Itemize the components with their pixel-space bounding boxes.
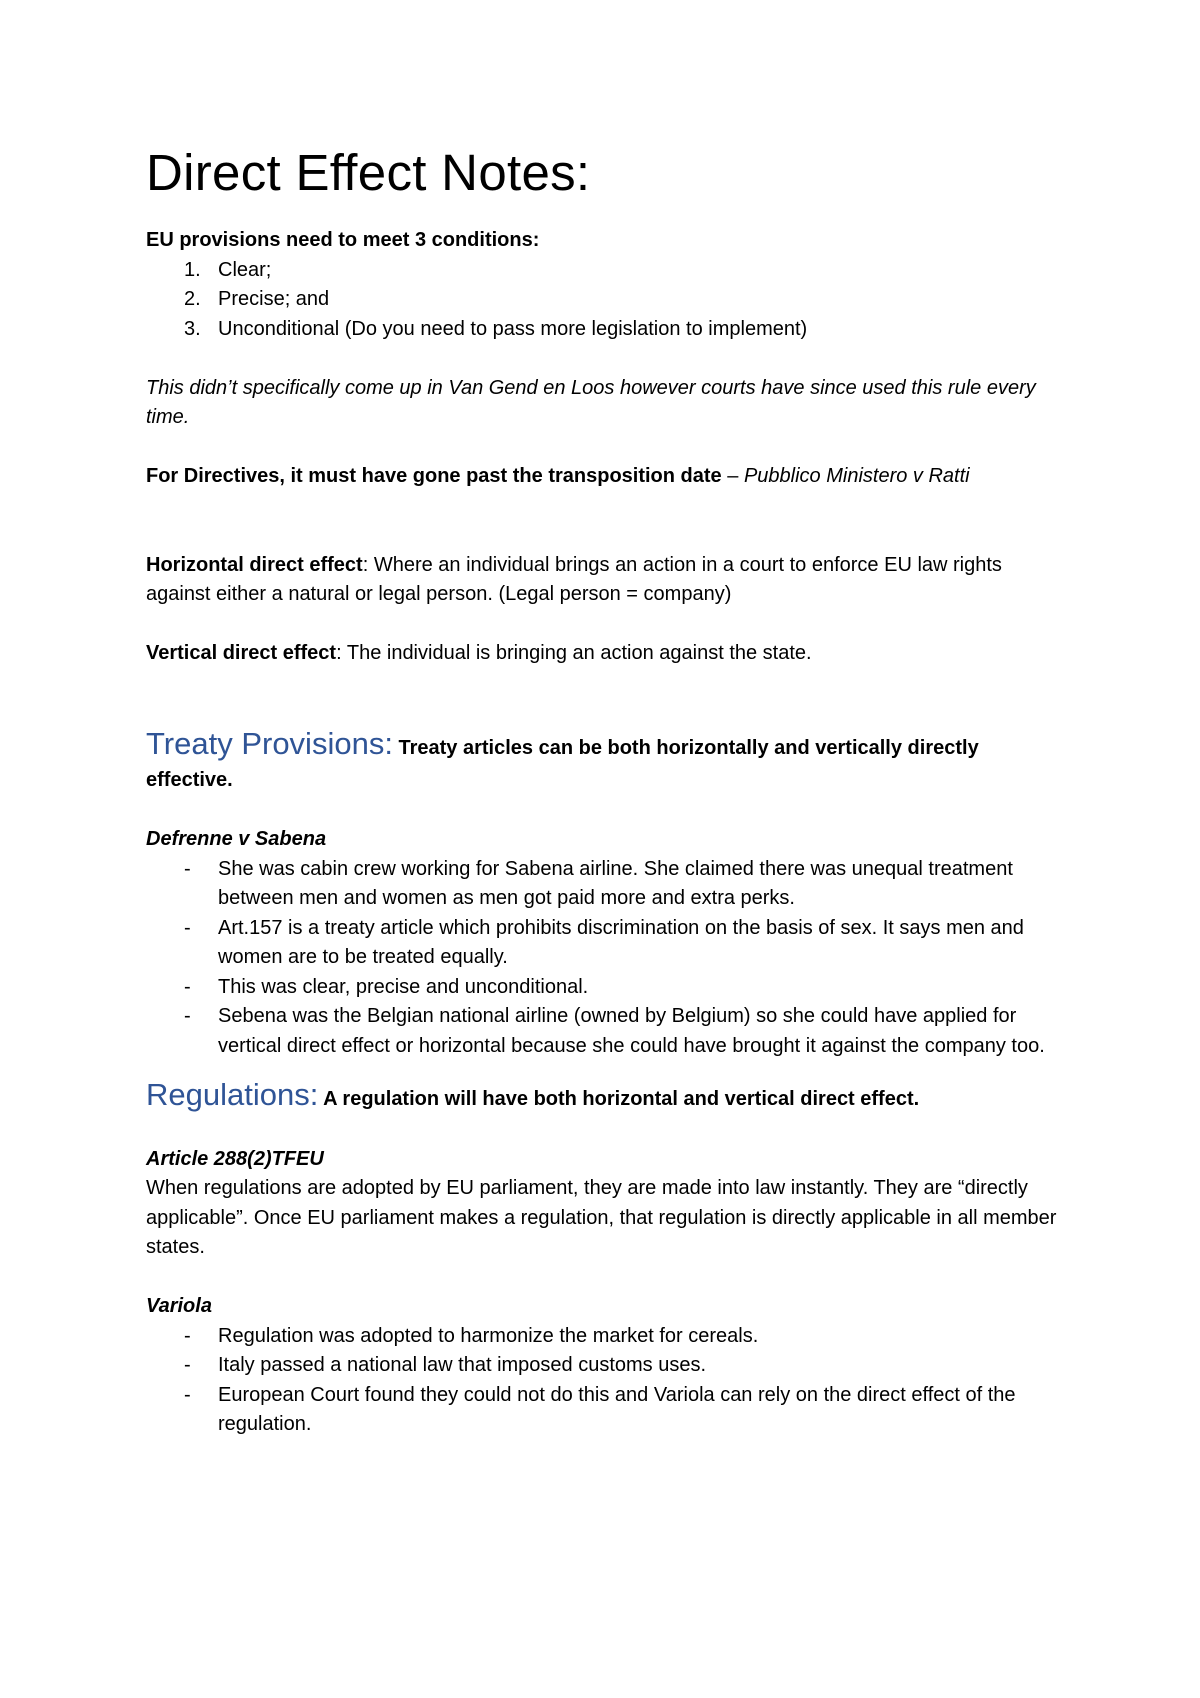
article-text: When regulations are adopted by EU parliament, they are made into law instantly. They are “directly applicable”. Once EU parliament makes a regulation, that regulation is directly applicable in all member states. <box>146 1177 1057 1258</box>
horizontal-term: Horizontal direct effect <box>146 553 363 576</box>
list-item <box>146 256 1066 286</box>
regulations-heading: Regulations: <box>146 1077 319 1112</box>
dash-bullet: - <box>184 975 191 998</box>
spacer <box>146 610 1066 640</box>
list-item <box>146 315 1066 345</box>
list-number: 2. <box>184 288 201 310</box>
page-title: Direct Effect Notes: <box>146 144 591 201</box>
conditions-list <box>146 256 1066 345</box>
spacer <box>146 1115 1066 1145</box>
dash-bullet: - <box>184 1354 191 1376</box>
horizontal-definition <box>146 551 1066 610</box>
vertical-term: Vertical direct effect <box>146 642 337 664</box>
spacer <box>146 433 1066 463</box>
vertical-colon: : <box>336 642 342 664</box>
list-item-text: Sebena was the Belgian national airline (owned by Belgium) so she could have applied for vertical direct effect or horizontal because she could have brought it against the company too. <box>218 1005 1045 1057</box>
list-item <box>146 973 1066 1003</box>
horizontal-colon: : <box>362 553 369 576</box>
list-item <box>146 1002 1066 1061</box>
list-number: 1. <box>184 258 201 281</box>
directives-rule: For Directives, it must have gone past the transposition date <box>146 465 722 487</box>
directives-paragraph <box>146 462 1066 492</box>
list-item <box>146 1351 1066 1381</box>
spacer <box>146 344 1066 374</box>
spacer <box>146 669 1066 728</box>
horizontal-text: Where an individual brings an action in a court to enforce EU law rights against either a natural or legal person. (Legal person = company) <box>146 553 1002 605</box>
dash-bullet: - <box>184 1324 191 1347</box>
list-item-text: She was cabin crew working for Sabena airline. She claimed there was unequal treatment between men and women as men got paid more and extra perks. <box>218 857 1013 909</box>
list-item <box>146 855 1066 914</box>
list-item <box>146 285 1066 315</box>
variola-bullets <box>146 1322 1066 1440</box>
list-item-text: Clear; <box>218 258 272 281</box>
dash-bullet: - <box>184 857 191 880</box>
list-item-text: European Court found they could not do this and Variola can rely on the direct effect of the regulation. <box>218 1383 1016 1435</box>
treaty-heading: Treaty Provisions: <box>146 725 393 761</box>
list-item-text: Art.157 is a treaty article which prohibits discrimination on the basis of sex. It says men and women are to be treated equally. <box>218 916 1024 968</box>
spacer <box>146 1263 1066 1293</box>
vertical-text: The individual is bringing an action against the state. <box>341 642 812 664</box>
document-body <box>146 142 1066 1440</box>
list-item <box>146 1381 1066 1440</box>
list-item <box>146 914 1066 973</box>
spacer <box>146 492 1066 551</box>
dash-bullet: - <box>184 1383 191 1406</box>
vertical-definition <box>146 639 1066 669</box>
article-title: Article 288(2)TFEU <box>146 1147 324 1170</box>
list-item-text: Unconditional (Do you need to pass more legislation to implement) <box>218 317 808 340</box>
defrenne-case-title: Defrenne v Sabena <box>146 828 327 850</box>
list-item-text: Precise; and <box>218 288 330 310</box>
list-item-text: Italy passed a national law that imposed customs uses. <box>218 1354 707 1376</box>
dash-bullet: - <box>184 1005 191 1027</box>
regulations-description: A regulation will have both horizontal and vertical direct effect. <box>318 1088 920 1110</box>
directives-case: Pubblico Ministero v Ratti <box>743 465 970 487</box>
spacer <box>146 796 1066 826</box>
treaty-description: Treaty articles can be both horizontally and vertically directly effective. <box>146 736 979 791</box>
defrenne-bullets <box>146 855 1066 1062</box>
list-number: 3. <box>184 317 201 340</box>
van-gend-note: This didn’t specifically come up in Van Gend en Loos however courts have since used this rule every time. <box>146 376 1036 428</box>
list-item-text: This was clear, precise and unconditional. <box>218 975 589 998</box>
dash-bullet: - <box>184 916 191 939</box>
list-item <box>146 1322 1066 1352</box>
conditions-heading: EU provisions need to meet 3 conditions: <box>146 229 540 251</box>
directives-separator: – <box>721 465 744 487</box>
list-item-text: Regulation was adopted to harmonize the market for cereals. <box>218 1324 759 1347</box>
treaty-section-heading <box>146 725 1066 796</box>
variola-case-title: Variola <box>146 1295 212 1317</box>
regulations-section-heading <box>146 1079 1066 1115</box>
